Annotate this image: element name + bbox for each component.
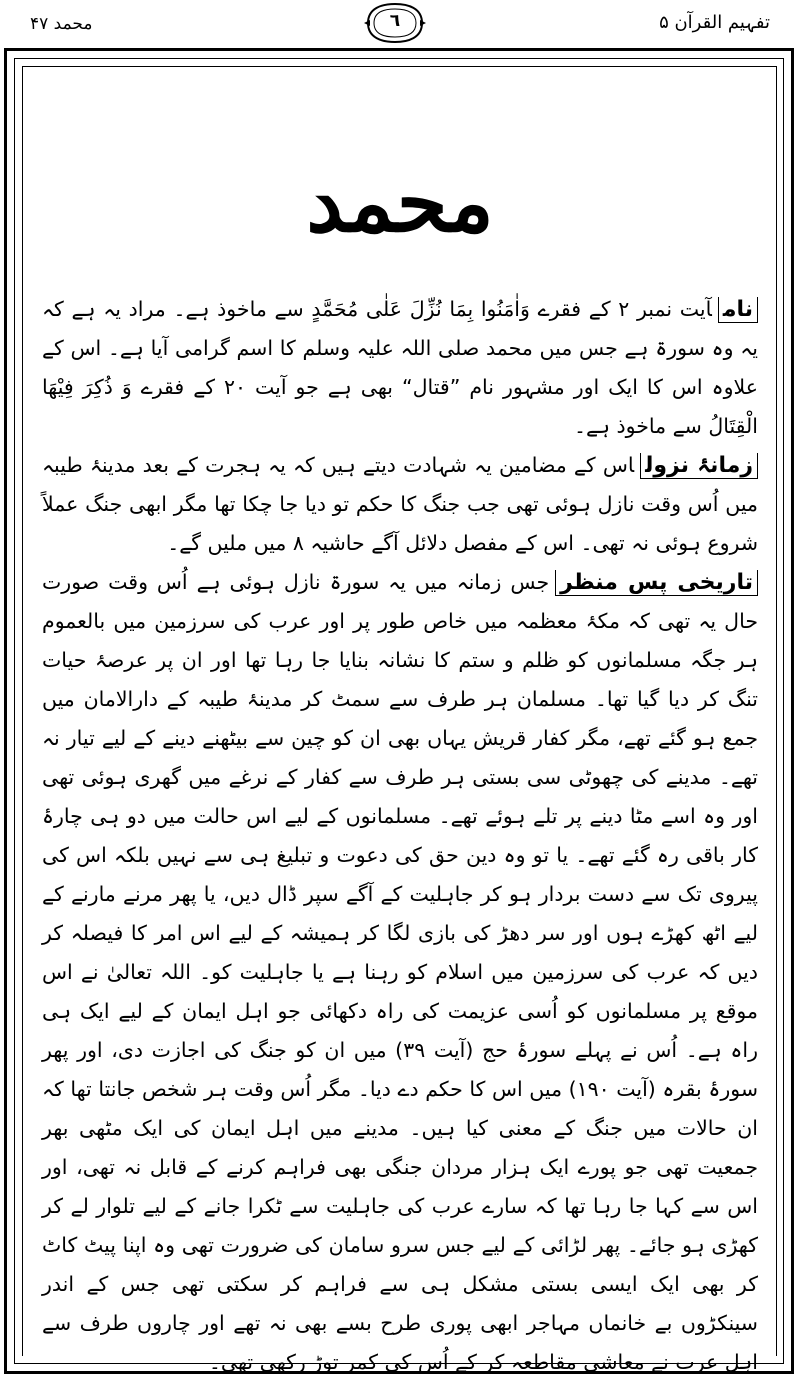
- section-heading: نام: [718, 297, 758, 323]
- section-heading: زمانۂ نزول: [640, 453, 758, 479]
- surah-title: محمد: [306, 155, 494, 251]
- section-text: جس زمانہ میں یہ سورۃ نازل ہوئی ہے اُس وقت صورت حال یہ تھی کہ مکۂ معظمہ میں خاص طور پر اور عرب کی سرزمین میں بالعموم ہر جگہ مسلمانوں کو ظلم و ستم کا نشانہ بنایا جا رہا تھا اور ان پر عرصۂ حیات تنگ کر دیا گیا تھا۔ مسلمان ہر طرف سے سمٹ کر مدینۂ طیبہ کے دارالامان میں جمع ہو گئے تھے، مگر کفار قریش یہاں بھی ان کو چین سے بیٹھنے دینے کے لیے تیار نہ تھے۔ مدینے کی چھوٹی سی بستی ہر طرف سے کفار کے نرغے میں گھری ہوئی تھی اور وہ اسے مٹا دینے پر تلے ہوئے تھے۔ مسلمانوں کے لیے اس حالت میں دو ہی چارۂ کار باقی رہ گئے تھے۔ یا تو وہ دین حق کی دعوت و تبلیغ ہی سے نہیں بلکہ اس کی پیروی تک سے دست بردار ہو کر جاہلیت کے آگے سپر ڈال دیں، یا پھر مرنے مارنے کے لیے اٹھ کھڑے ہوں اور سر دھڑ کی بازی لگا کر ہمیشہ کے لیے اس امر کا فیصلہ کر دیں کہ عرب کی سرزمین میں اسلام کو رہنا ہے یا جاہلیت کو۔ اللہ تعالیٰ نے اس موقع پر مسلمانوں کو اُسی عزیمت کی راہ دکھائی جو اہل ایمان کے لیے ایک ہی راہ ہے۔ اُس نے پہلے سورۂ حج (آیت ۳۹) میں ان کو جنگ کی اجازت دی، اور پھر سورۂ بقرہ (آیت ۱۹۰) میں اس کا حکم دے دیا۔ مگر اُس وقت ہر شخص جانتا تھا کہ ان حالات میں جنگ کے معنی کیا ہیں۔ مدینے میں اہل ایمان کی ایک مٹھی بھر جمعیت تھی جو پورے ایک ہزار مردان جنگی بھی فراہم کرنے کے قابل نہ تھی، اور اس سے کہا جا رہا تھا کہ سارے عرب کی جاہلیت سے ٹکرا جانے کے لیے تلوار لے کر کھڑی ہو جائے۔ پھر لڑائی کے لیے جس سرو سامان کی ضرورت تھی وہ اپنا پیٹ کاٹ کر بھی ایک ایسی بستی مشکل ہی سے فراہم کر سکتی تھی جس کے اندر سینکڑوں بے خانماں مہاجر ابھی پوری طرح بسے بھی نہ تھے اور چاروں طرف سے اہل عرب نے معاشی مقاطعہ کر کے اُس کی کمر توڑ رکھی تھی۔: [42, 570, 758, 1374]
- section-text: اس کے مضامین یہ شہادت دیتے ہیں کہ یہ ہجرت کے بعد مدینۂ طیبہ میں اُس وقت نازل ہوئی تھی جب جنگ کا حکم تو دیا جا چکا تھا مگر ابھی جنگ عملاً شروع ہوئی نہ تھی۔ اس کے مفصل دلائل آگے حاشیہ ۸ میں ملیں گے۔: [42, 453, 758, 555]
- section-text: آیت نمبر ۲ کے فقرے وَاٰمَنُوا بِمَا نُزِّلَ عَلٰی مُحَمَّدٍ سے ماخوذ ہے۔ مراد یہ ہے کہ یہ وہ سورۃ ہے جس میں محمد صلی اللہ علیہ وسلم کا اسم گرامی آیا ہے۔ اس کے علاوہ اس کا ایک اور مشہور نام ”قتال“ بھی ہے جو آیت ۲۰ کے فقرے وَ ذُكِرَ فِیْهَا الْقِتَالُ سے ماخوذ ہے۔: [42, 297, 758, 438]
- section-name: [42, 290, 758, 446]
- border-rule-right: [776, 66, 777, 1356]
- page-header: [0, 0, 800, 50]
- page-number-ornament: [362, 2, 428, 44]
- border-rule-top: [22, 66, 776, 67]
- section-heading: تاریخی پس منظر: [555, 570, 758, 596]
- section-period-of-revelation: [42, 446, 758, 563]
- border-rule-left: [22, 66, 23, 1356]
- running-head-surah: محمد ۴۷: [30, 14, 93, 34]
- section-historical-background: [42, 563, 758, 1382]
- page-body: [42, 290, 758, 1374]
- page-number: ٦: [389, 11, 401, 31]
- running-head-book: تفہیم القرآن ۵: [659, 12, 770, 33]
